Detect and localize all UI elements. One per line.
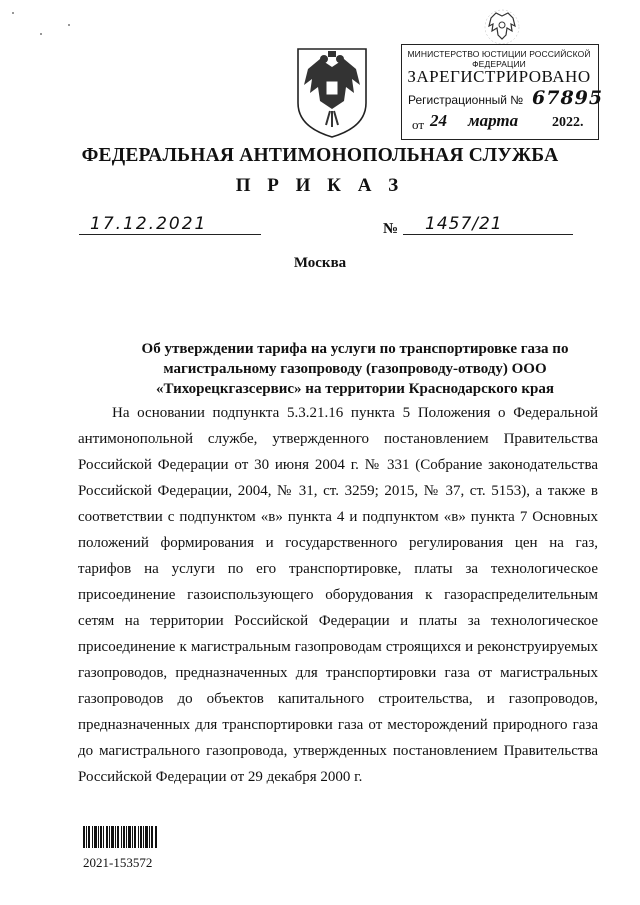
barcode-icon bbox=[83, 826, 157, 848]
stamp-number-label: Регистрационный № bbox=[408, 93, 524, 107]
date-underline bbox=[79, 234, 261, 235]
city: Москва bbox=[293, 255, 347, 271]
stamp-year: 2022. bbox=[552, 115, 584, 130]
body-text bbox=[78, 400, 598, 790]
body-paragraph: На основании подпункта 5.3.21.16 пункта 5 Положения о Федеральной антимонопольной службе, утвержденного постановлением Правительства Российской Федерации от 30 июня 2004 г. № 331 (Собрание законодательства Российской Федерации, 2004, № 31, ст. 3259; 2015, № 37, ст. 5153), а также в соответствии с подпунктом «в» пункта 4 и подпунктом «в» пункта 7 Основных положений формирования и государственного регулирования цен на газ, тарифов на услуги по его транспортировке, платы за технологическое присоединение газоиспользующего оборудования к газораспределительным сетям на территории Российской Федерации и платы за технологическое присоединение к магистральным газопроводам строящихся и реконструируемых газопроводов, предназначенных для транспортировки газа от магистральных газопроводов до объектов капитального строительства, и газопроводов, предназначенных для транспортировки газа от месторождений природного газа до магистрального газопровода, утвержденных постановлением Правительства Российской Федерации от 29 декабря 2000 г. bbox=[78, 405, 598, 785]
document-id: 2021-153572 bbox=[83, 855, 153, 870]
stamp-month: марта bbox=[468, 111, 519, 130]
number-sign: № bbox=[383, 221, 399, 237]
scan-speck bbox=[40, 33, 42, 35]
stamp-registered: ЗАРЕГИСТРИРОВАНО bbox=[407, 67, 591, 86]
stamp-ministry: МИНИСТЕРСТВО ЮСТИЦИИ РОССИЙСКОЙ ФЕДЕРАЦИИ bbox=[407, 49, 591, 69]
order-title: П Р И К А З bbox=[235, 175, 405, 196]
stamp-emblem-icon bbox=[483, 8, 521, 46]
document-title: Об утверждении тарифа на услуги по транспортировке газа по магистральному газопроводу (газопроводу-отводу) ООО «Тихорецкгазсервис» на территории Краснодарского края bbox=[141, 341, 569, 397]
order-number: 1457/21 bbox=[425, 214, 503, 234]
number-underline bbox=[403, 234, 573, 235]
order-date: 17.12.2021 bbox=[90, 214, 208, 234]
stamp-date-prefix: от bbox=[412, 117, 425, 132]
stamp-day: 24 bbox=[430, 111, 447, 130]
scan-speck bbox=[68, 24, 70, 26]
registration-stamp bbox=[401, 44, 604, 140]
scan-speck bbox=[12, 12, 14, 14]
state-emblem-icon bbox=[290, 45, 374, 139]
agency-name: ФЕДЕРАЛЬНАЯ АНТИМОНОПОЛЬНАЯ СЛУЖБА bbox=[81, 145, 559, 166]
stamp-number-value: 67895 bbox=[532, 87, 604, 109]
